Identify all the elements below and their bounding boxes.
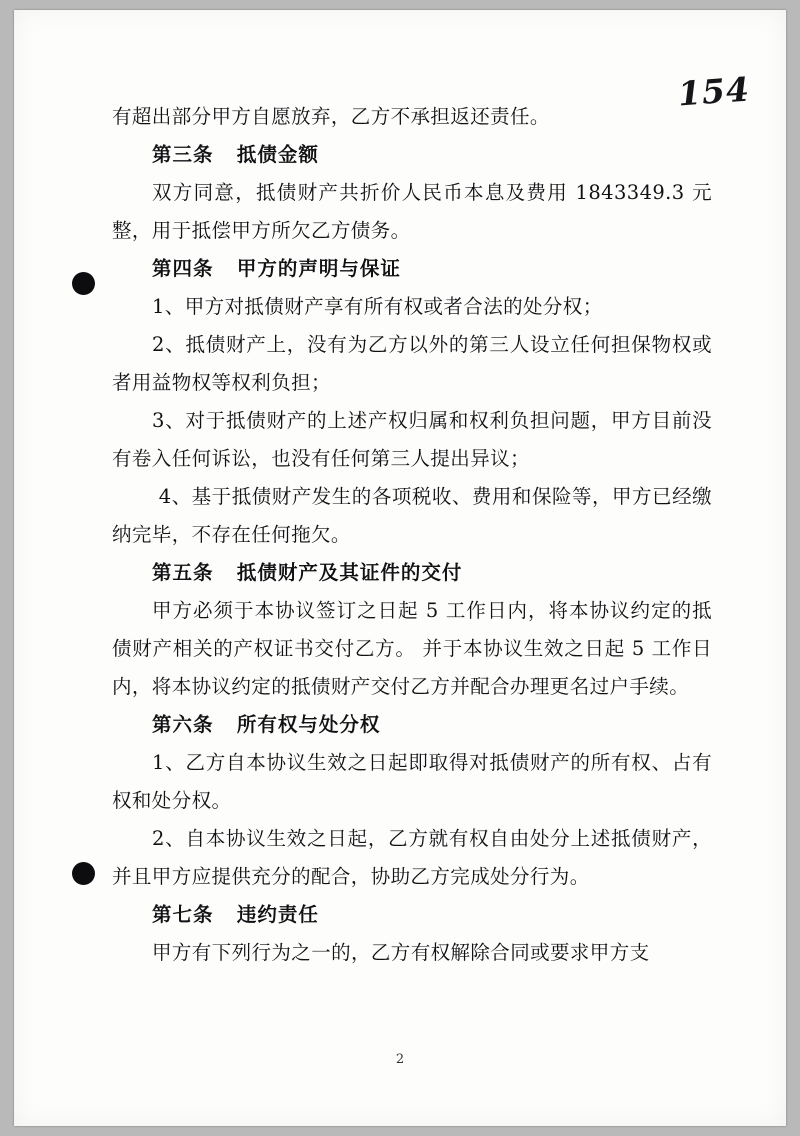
body-line: 有超出部分甲方自愿放弃，乙方不承担返还责任。 bbox=[112, 105, 550, 128]
margin-dot-lower-icon bbox=[72, 862, 95, 885]
clause-heading-7: 第七条 违约责任 bbox=[152, 903, 319, 926]
body-line: 2、抵债财产上，没有为乙方以外的第三人设立任何担保物权或者用益物权等权利负担； bbox=[112, 333, 712, 394]
body-line: 1、甲方对抵债财产享有所有权或者合法的处分权； bbox=[152, 295, 603, 318]
margin-dot-upper-icon bbox=[72, 272, 95, 295]
body-line: 甲方有下列行为之一的，乙方有权解除合同或要求甲方支 bbox=[152, 941, 650, 964]
body-line: 3、对于抵债财产的上述产权归属和权利负担问题，甲方目前没有卷入任何诉讼，也没有任何第三人提出异议； bbox=[112, 409, 712, 470]
clause-heading-4: 第四条 甲方的声明与保证 bbox=[152, 257, 401, 280]
clause-heading-6: 第六条 所有权与处分权 bbox=[152, 713, 381, 736]
clause-heading-3: 第三条 抵债金额 bbox=[152, 143, 319, 166]
footer-page-number: 2 bbox=[395, 1052, 405, 1067]
page-surface bbox=[14, 10, 786, 1126]
body-line: 4、基于抵债财产发生的各项税收、费用和保险等，甲方已经缴纳完毕，不存在任何拖欠。 bbox=[112, 485, 712, 546]
body-line: 1、乙方自本协议生效之日起即取得对抵债财产的所有权、占有权和处分权。 bbox=[112, 751, 712, 812]
body-line: 双方同意，抵债财产共折价人民币本息及费用 1843349.3 元整，用于抵偿甲方所欠乙方债务。 bbox=[112, 181, 712, 242]
body-line: 2、自本协议生效之日起，乙方就有权自由处分上述抵债财产，并且甲方应提供充分的配合，协助乙方完成处分行为。 bbox=[112, 827, 712, 888]
document-page bbox=[14, 10, 786, 1126]
handwritten-page-number: 154 bbox=[676, 69, 752, 114]
document-body bbox=[112, 98, 712, 972]
body-line: 甲方必须于本协议签订之日起 5 工作日内，将本协议约定的抵债财产相关的产权证书交付乙方。 并于本协议生效之日起 5 工作日内，将本协议约定的抵债财产交付乙方并配合办理更名过户手续。 bbox=[112, 599, 712, 698]
clause-heading-5: 第五条 抵债财产及其证件的交付 bbox=[152, 561, 463, 584]
